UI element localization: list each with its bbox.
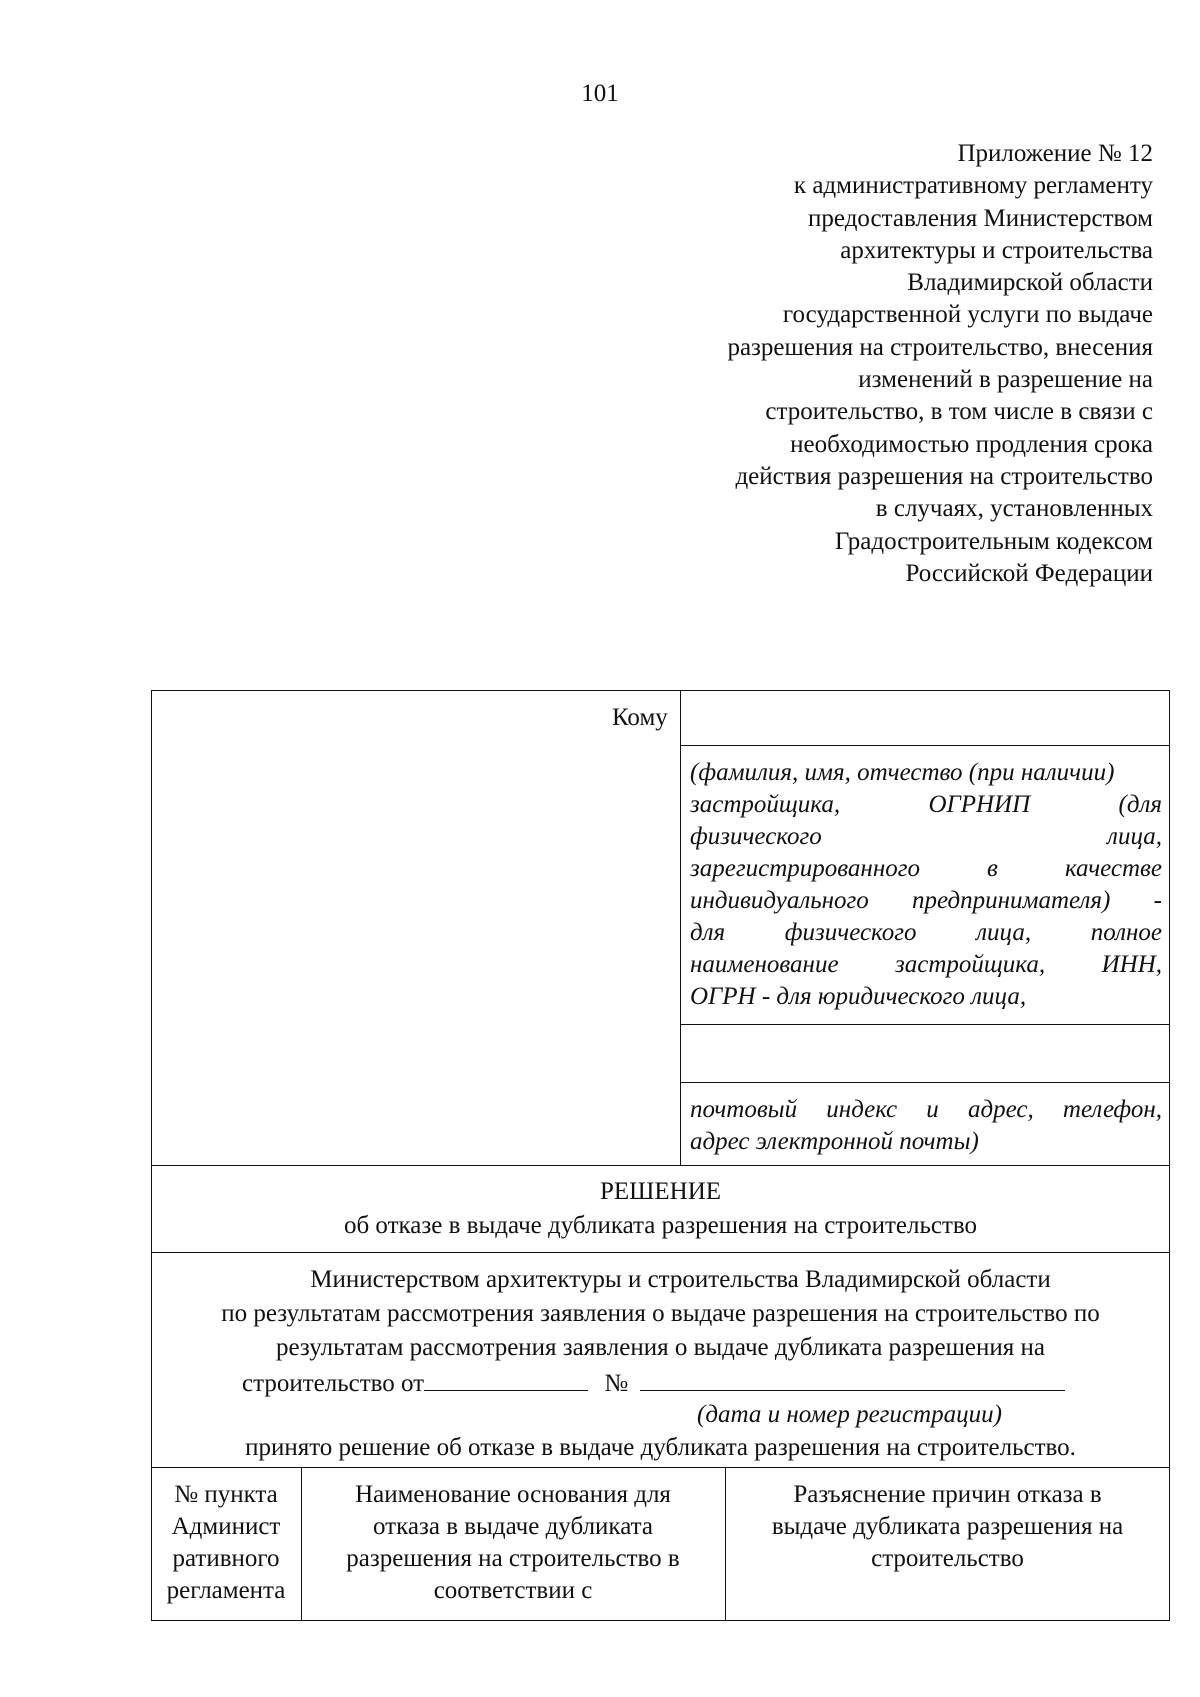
appendix-line: к административному регламенту [793, 172, 1153, 200]
appendix-line: необходимостью продления срока [790, 430, 1153, 458]
hint-line: (фамилия, имя, отчество (при наличии) [690, 759, 1115, 786]
hint-line: наименование застройщика, ИНН, [690, 951, 1162, 978]
appendix-line: Приложение № 12 [957, 140, 1153, 167]
hint-line: почтовый индекс и адрес, телефон, [690, 1096, 1162, 1123]
rule [680, 1082, 1170, 1083]
rule [680, 1024, 1170, 1025]
header-line: Админист [171, 1513, 281, 1540]
appendix-line: действия разрешения на строительство [735, 462, 1153, 490]
recipient-divider [680, 690, 681, 1165]
header-line: регламента [166, 1577, 286, 1604]
rule [151, 1165, 1170, 1166]
appendix-line: архитектуры и строительства [840, 236, 1153, 264]
appendix-line: Российской Федерации [905, 559, 1153, 587]
appendix-line: строительство, в том числе в связи с [765, 398, 1153, 426]
appendix-line: Градостроительным кодексом [834, 527, 1153, 555]
appendix-line: изменений в разрешение на [858, 366, 1153, 394]
rule [151, 1252, 1170, 1253]
appendix-line: предоставления Министерством [808, 204, 1153, 232]
number-label: № [604, 1370, 629, 1397]
hint-line: для физического лица, полное [690, 919, 1162, 946]
header-line: разрешения на строительство в [346, 1545, 680, 1572]
appendix-line: Владимирской области [907, 269, 1153, 297]
header-line: отказа в выдаче дубликата [373, 1513, 653, 1540]
body-conclusion: принято решение об отказе в выдаче дубликата разрешения на строительство. [245, 1434, 1076, 1461]
to-label: Кому [612, 704, 668, 731]
header-line: Разъяснение причин отказа в [793, 1481, 1102, 1508]
appendix-line: государственной услуги по выдаче [782, 301, 1153, 329]
header-line: Наименование основания для [355, 1481, 671, 1508]
hint-line: зарегистрированного в качестве [690, 855, 1162, 882]
header-line: № пункта [174, 1481, 278, 1508]
hint-line: физического лица, [690, 823, 1162, 850]
appendix-line: в случаях, установленных [875, 495, 1153, 523]
date-field[interactable] [424, 1366, 588, 1391]
appendix-header [727, 138, 1153, 590]
date-label: строительство от [242, 1370, 425, 1397]
header-line: строительство [871, 1545, 1024, 1572]
header-line: ративного [172, 1545, 280, 1572]
decision-title: РЕШЕНИЕ [599, 1178, 722, 1205]
body-line: Министерством архитектуры и строительства Владимирской области [310, 1266, 1051, 1293]
header-line: выдаче дубликата разрешения на [771, 1513, 1124, 1540]
body-line: результатам рассмотрения заявления о выдаче дубликата разрешения на [276, 1334, 1045, 1361]
hint-line: индивидуального предпринимателя) - [690, 887, 1162, 914]
decision-subtitle: об отказе в выдаче дубликата разрешения на строительство [343, 1212, 978, 1239]
date-number-hint: (дата и номер регистрации) [697, 1401, 1002, 1428]
table-header-cell [151, 1479, 301, 1607]
date-number-line [242, 1366, 1065, 1400]
hint-line: адрес электронной почты) [690, 1128, 979, 1155]
header-line: соответствии с [433, 1577, 593, 1604]
number-field[interactable] [640, 1366, 1065, 1391]
rule [680, 745, 1170, 746]
hint-line: застройщика, ОГРНИП (для [690, 791, 1162, 818]
recipient-name-hint [690, 757, 1162, 1013]
table-header-cell [301, 1479, 725, 1607]
body-line: по результатам рассмотрения заявления о выдаче разрешения на строительство по [221, 1300, 1100, 1327]
appendix-line: разрешения на строительство, внесения [727, 333, 1153, 361]
rule [151, 1467, 1170, 1468]
table-header-cell [725, 1479, 1170, 1575]
page-number: 101 [581, 80, 619, 107]
recipient-address-hint [690, 1094, 1162, 1158]
hint-line: ОГРН - для юридического лица, [690, 983, 1027, 1010]
